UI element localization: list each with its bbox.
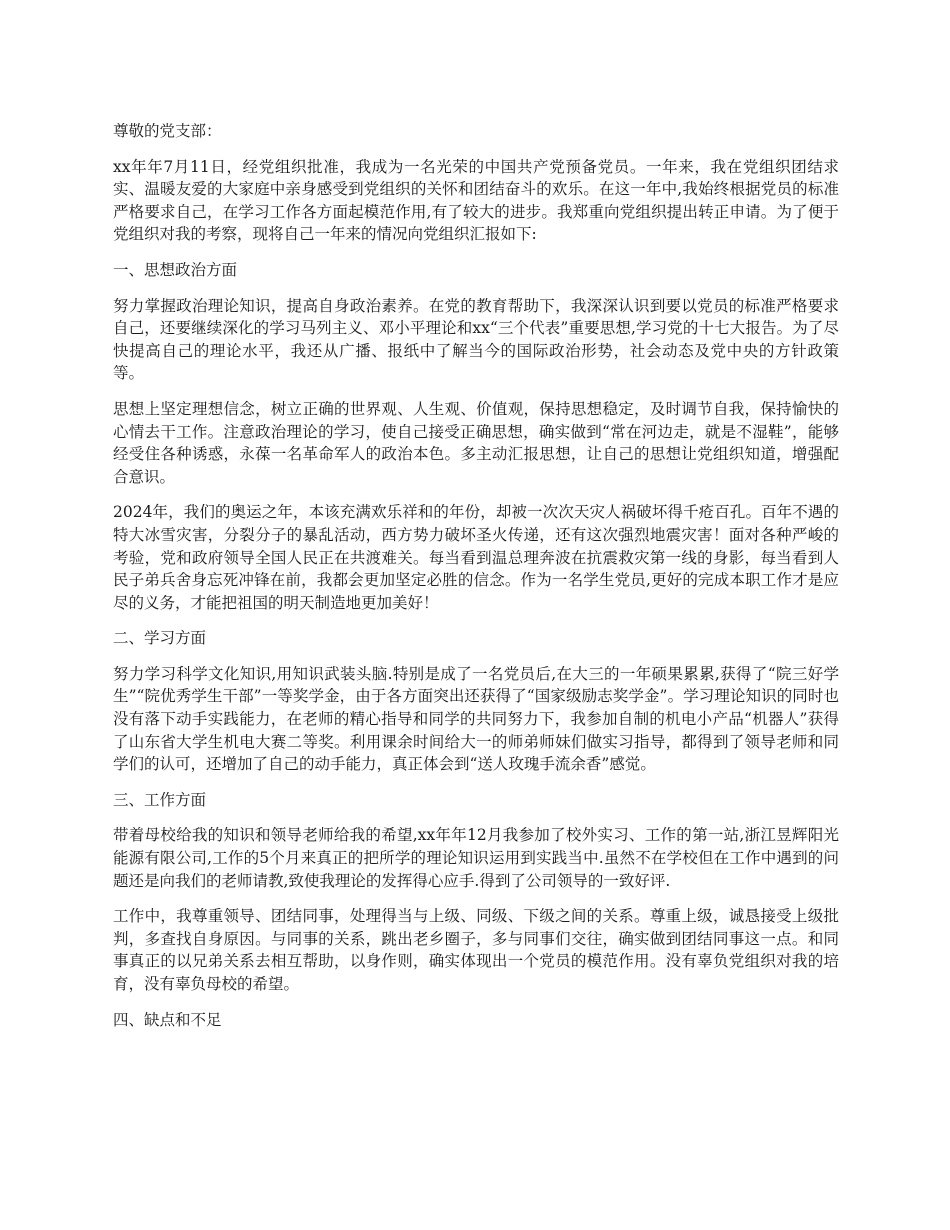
paragraph-politics-2: 思想上坚定理想信念，树立正确的世界观、人生观、价值观，保持思想稳定，及时调节自我，保持愉快的心情去干工作。注意政治理论的学习，使自己接受正确思想，确实做到“常在河边走，就是不湿鞋”，能够经受住各种诱惑，永葆一名革命军人的政治本色。多主动汇报思想，让自己的思想让党组织知道，增强配合意识。	[113, 399, 839, 486]
intro-paragraph: xx年年7月11日，经党组织批准，我成为一名光荣的中国共产党预备党员。一年来，我在党组织团结求实、温暖友爱的大家庭中亲身感受到党组织的关怀和团结奋斗的欢乐。在这一年中,我始终根据党员的标准严格要求自己，在学习工作各方面起模范作用,有了较大的进步。我郑重向党组织提出转正申请。为了便于党组织对我的考察，现将自己一年来的情况向党组织汇报如下:	[113, 157, 839, 244]
paragraph-work-1: 带着母校给我的知识和领导老师给我的希望,xx年年12月我参加了校外实习、工作的第一站,浙江昱辉阳光能源有限公司,工作的5个月来真正的把所学的理论知识运用到实践当中.虽然不在学校但在工作中遇到的问题还是向我们的老师请教,致使我理论的发挥得心应手.得到了公司领导的一致好评.	[113, 826, 839, 890]
salutation: 尊敬的党支部：	[113, 122, 222, 140]
paragraph-work-2: 工作中，我尊重领导、团结同事，处理得当与上级、同级、下级之间的关系。尊重上级，诚恳接受上级批判，多查找自身原因。与同事的关系，跳出老乡圈子，多与同事们交往，确实做到团结同事这一点。和同事真正的以兄弟关系去相互帮助，以身作则，确实体现出一个党员的模范作用。没有辜负党组织对我的培育，没有辜负母校的希望。	[113, 907, 839, 993]
document-page	[113, 120, 839, 1044]
section-heading-shortcomings: 四、缺点和不足	[113, 1010, 222, 1029]
paragraph-politics-3: 2024年，我们的奥运之年，本该充满欢乐祥和的年份，却被一次次天灾人祸破坏得千疮百孔。百年不遇的特大冰雪灾害，分裂分子的暴乱活动，西方势力破坏圣火传递，还有这次强烈地震灾害！面对各种严峻的考验，党和政府领导全国人民正在共渡难关。每当看到温总理奔波在抗震救灾第一线的身影，每当看到人民子弟兵舍身忘死冲锋在前，我都会更加坚定必胜的信念。作为一名学生党员,更好的完成本职工作才是应尽的义务，才能把祖国的明天制造地更加美好！	[113, 503, 839, 612]
section-heading-study: 二、学习方面	[113, 629, 207, 648]
paragraph-politics-1: 努力掌握政治理论知识，提高自身政治素养。在党的教育帮助下，我深深认识到要以党员的标准严格要求自己，还要继续深化的学习马列主义、邓小平理论和xx“三个代表”重要思想,学习党的十七大报告。为了尽快提高自己的理论水平，我还从广播、报纸中了解当今的国际政治形势，社会动态及党中央的方针政策等。	[113, 296, 839, 383]
section-heading-work: 三、工作方面	[113, 790, 207, 809]
section-heading-politics: 一、思想政治方面	[113, 260, 238, 279]
paragraph-study-1: 努力学习科学文化知识,用知识武装头脑.特别是成了一名党员后,在大三的一年硕果累累,获得了“院三好学生”“院优秀学生干部”一等奖学金，由于各方面突出还获得了“国家级励志奖学金”。学习理论知识的同时也没有落下动手实践能力，在老师的精心指导和同学的共同努力下，我参加自制的机电小产品“机器人”获得了山东省大学生机电大赛二等奖。利用课余时间给大一的师弟师妹们做实习指导，都得到了领导老师和同学们的认可，还增加了自己的动手能力，真正体会到“送人玫瑰手流余香”感觉。	[113, 664, 839, 774]
